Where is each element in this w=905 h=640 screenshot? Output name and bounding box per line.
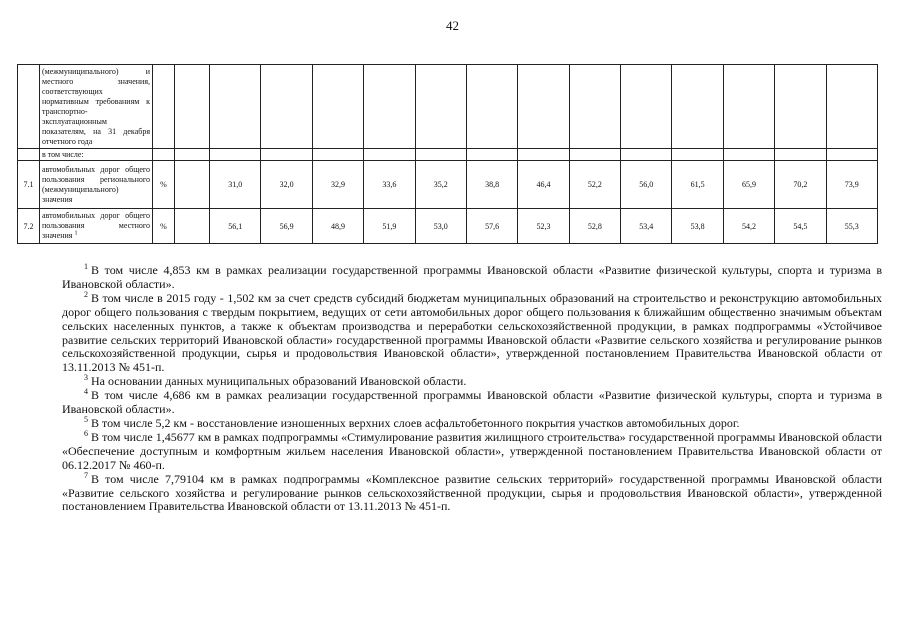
table-row-continued [18, 65, 878, 149]
footnote-text: В том числе 4,853 км в рамках реализации государственной программы Ивановской области «Развитие физической культуры, спорта и туризма в Ивановской области». [62, 263, 882, 291]
value-cell [672, 149, 723, 161]
value-cell: 52,3 [518, 209, 569, 244]
value-cell [261, 65, 312, 149]
value-cell [415, 149, 466, 161]
value-cell [518, 65, 569, 149]
footnote-text: В том числе 7,79104 км в рамках подпрограммы «Комплексное развитие сельских территорий» государственной программы Ивановской области «Развитие сельского хозяйства и регулирование рынков сельскохозяйственной продукции, сырья и продовольствия Ивановской области», утвержденной постановлением Правительства Ивановской области от 13.11.2013 № 451-п. [62, 471, 882, 514]
row-empty-cell [175, 209, 210, 244]
footnote-item [62, 389, 882, 417]
value-cell: 48,9 [312, 209, 363, 244]
value-cell [312, 149, 363, 161]
value-cell [415, 65, 466, 149]
value-cell [466, 149, 517, 161]
value-cell [466, 65, 517, 149]
value-cell: 70,2 [775, 161, 826, 209]
footnote-marker: 3 [84, 373, 88, 383]
footnote-text: В том числе 4,686 км в рамках реализации государственной программы Ивановской области «Развитие физической культуры, спорта и туризма в Ивановской области». [62, 388, 882, 417]
footnote-text: На основании данных муниципальных образований Ивановской области. [91, 374, 467, 389]
value-cell [569, 149, 620, 161]
row-number-cell: 7.2 [18, 209, 40, 244]
value-cell: 57,6 [466, 209, 517, 244]
value-cell: 56,0 [621, 161, 672, 209]
row-empty-cell [175, 65, 210, 149]
value-cell: 51,9 [364, 209, 415, 244]
value-cell: 53,4 [621, 209, 672, 244]
value-cell: 38,8 [466, 161, 517, 209]
value-cell [723, 65, 774, 149]
value-cell: 55,3 [826, 209, 877, 244]
table-row [18, 209, 878, 244]
value-cell: 61,5 [672, 161, 723, 209]
value-cell [775, 149, 826, 161]
footnote-marker: 7 [84, 470, 88, 480]
footnote-text: В том числе 5,2 км - восстановление изношенных верхних слоев асфальтобетонного покрытия участков автомобильных дорог. [91, 415, 740, 430]
table-row-including [18, 149, 878, 161]
row-name-text: автомобильных дорог общего пользования местного значения [42, 211, 150, 240]
row-number-cell [18, 65, 40, 149]
footnote-marker: 5 [84, 414, 88, 424]
footnote-text: В том числе в 2015 году - 1,502 км за счет средств субсидий бюджетам муниципальных образований на строительство и реконструкцию автомобильных дорог общего пользования с твердым покрытием, ведущих от сети автомобильных дорог общего пользования к ближайшим общественно значимым объектам сельских населенных пунктов, а также к объектам производства и переработки сельскохозяйственной продукции, в рамках подпрограммы «Устойчивое развитие сельских территорий Ивановской области» государственной программы Ивановской области «Развитие сельского хозяйства и регулирование рынков сельскохозяйственной продукции, сырья и продовольствия Ивановской области», утвержденной постановлением Правительства Ивановской области от 13.11.2013 № 451-п. [62, 290, 882, 375]
value-cell [621, 65, 672, 149]
value-cell [518, 149, 569, 161]
footnote-marker: 1 [84, 262, 88, 271]
value-cell: 32,0 [261, 161, 312, 209]
footnote-marker: 1 [74, 230, 78, 237]
row-name-cell [40, 209, 153, 244]
indicators-table-body [18, 65, 878, 244]
value-cell: 31,0 [210, 161, 261, 209]
table-row [18, 161, 878, 209]
row-number-cell: 7.1 [18, 161, 40, 209]
value-cell: 46,4 [518, 161, 569, 209]
value-cell: 56,9 [261, 209, 312, 244]
value-cell: 53,0 [415, 209, 466, 244]
value-cell: 53,8 [672, 209, 723, 244]
footnote-item [62, 414, 882, 431]
row-name-cell: (межмуниципального) и местного значения, соответствующих нормативным требованиям к транспортно-эксплуатационным показателям, на 31 декабря отчетного года [40, 65, 153, 149]
value-cell [364, 149, 415, 161]
value-cell [210, 65, 261, 149]
footnote-item [62, 289, 882, 375]
row-name-cell [40, 161, 153, 209]
value-cell: 56,1 [210, 209, 261, 244]
footnote-item [62, 428, 882, 473]
footnote-marker: 2 [84, 289, 88, 299]
indicators-table [17, 64, 878, 244]
row-name-cell: в том числе: [40, 149, 153, 161]
row-unit-cell: % [153, 209, 175, 244]
value-cell: 65,9 [723, 161, 774, 209]
value-cell: 35,2 [415, 161, 466, 209]
row-name-text: автомобильных дорог общего пользования регионального (межмуниципального) значения [42, 164, 150, 204]
row-unit-cell [153, 149, 175, 161]
value-cell [775, 65, 826, 149]
footnote-text: В том числе 1,45677 км в рамках подпрограммы «Стимулирование развития жилищного строительства» государственной программы Ивановской области «Обеспечение доступным и комфортным жильем населения Ивановской области», утвержденной постановлением Правительства Ивановской области от 06.12.2017 № 460-п. [62, 429, 882, 472]
page-number: 42 [446, 18, 459, 33]
value-cell: 32,9 [312, 161, 363, 209]
value-cell [569, 65, 620, 149]
value-cell [621, 149, 672, 161]
row-number-cell [18, 149, 40, 161]
value-cell [312, 65, 363, 149]
value-cell [826, 65, 877, 149]
row-empty-cell [175, 149, 210, 161]
value-cell [364, 65, 415, 149]
row-unit-cell [153, 65, 175, 149]
value-cell: 52,2 [569, 161, 620, 209]
value-cell [672, 65, 723, 149]
value-cell: 52,8 [569, 209, 620, 244]
footnote-item [62, 470, 882, 515]
value-cell [723, 149, 774, 161]
value-cell: 33,6 [364, 161, 415, 209]
footnotes-section [62, 264, 882, 514]
footnote-item [62, 264, 882, 292]
value-cell [261, 149, 312, 161]
row-unit-cell: % [153, 161, 175, 209]
row-empty-cell [175, 161, 210, 209]
value-cell: 73,9 [826, 161, 877, 209]
value-cell: 54,5 [775, 209, 826, 244]
value-cell [826, 149, 877, 161]
footnote-marker: 6 [84, 428, 88, 438]
value-cell [210, 149, 261, 161]
footnote-marker: 4 [84, 387, 88, 397]
value-cell: 54,2 [723, 209, 774, 244]
